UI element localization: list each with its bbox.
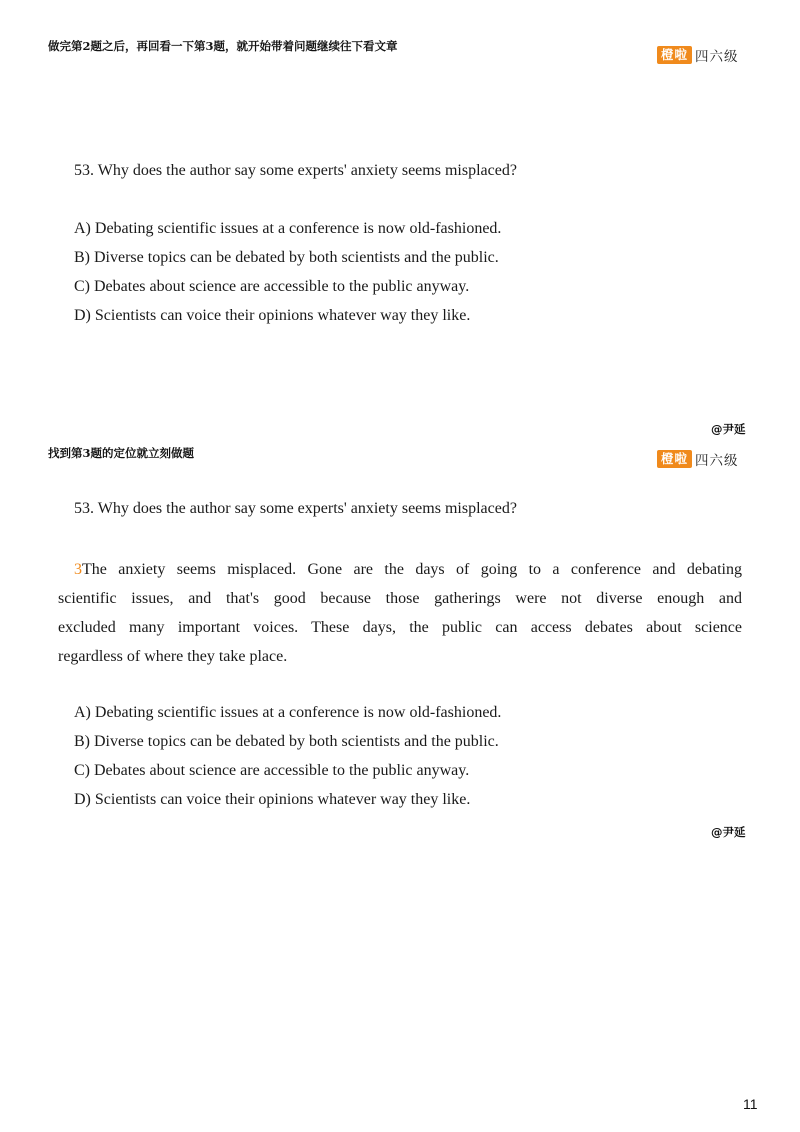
option-a: A) Debating scientific issues at a conference is now old-fashioned. [74,220,502,237]
option-c: C) Debates about science are accessible to the public anyway. [74,762,470,779]
brand-level: 四六级 [695,49,739,65]
brand-header [657,450,739,468]
passage-line: excluded many important voices. These days, the public can access debates about science [58,619,742,636]
passage-line: scientific issues, and that's good because those gatherings were not diverse enough and [58,590,742,607]
author-credit: @尹延 [711,825,746,839]
option-c: C) Debates about science are accessible to the public anyway. [74,278,470,295]
instruction-note: 做完第2题之后，再回看一下第3题，就开始带着问题继续往下看文章 [48,39,398,53]
option-d: D) Scientists can voice their opinions whatever way they like. [74,791,471,808]
brand-logo: 橙啦 [657,450,692,468]
instruction-note: 找到第3题的定位就立刻做题 [48,446,195,460]
option-b: B) Diverse topics can be debated by both scientists and the public. [74,733,499,750]
question-number-marker: 3 [74,561,82,578]
option-b: B) Diverse topics can be debated by both scientists and the public. [74,249,499,266]
passage-line: 3The anxiety seems misplaced. Gone are the days of going to a conference and debating [74,561,742,578]
page-number: 11 [743,1096,758,1112]
question-title: 53. Why does the author say some experts' anxiety seems misplaced? [74,500,517,517]
option-d: D) Scientists can voice their opinions whatever way they like. [74,307,471,324]
question-title: 53. Why does the author say some experts' anxiety seems misplaced? [74,162,517,179]
option-a: A) Debating scientific issues at a conference is now old-fashioned. [74,704,502,721]
passage-line: regardless of where they take place. [58,648,288,665]
brand-header [657,46,739,64]
passage-excerpt [58,555,742,671]
author-credit: @尹延 [711,422,746,436]
brand-logo: 橙啦 [657,46,692,64]
brand-level: 四六级 [695,453,739,469]
